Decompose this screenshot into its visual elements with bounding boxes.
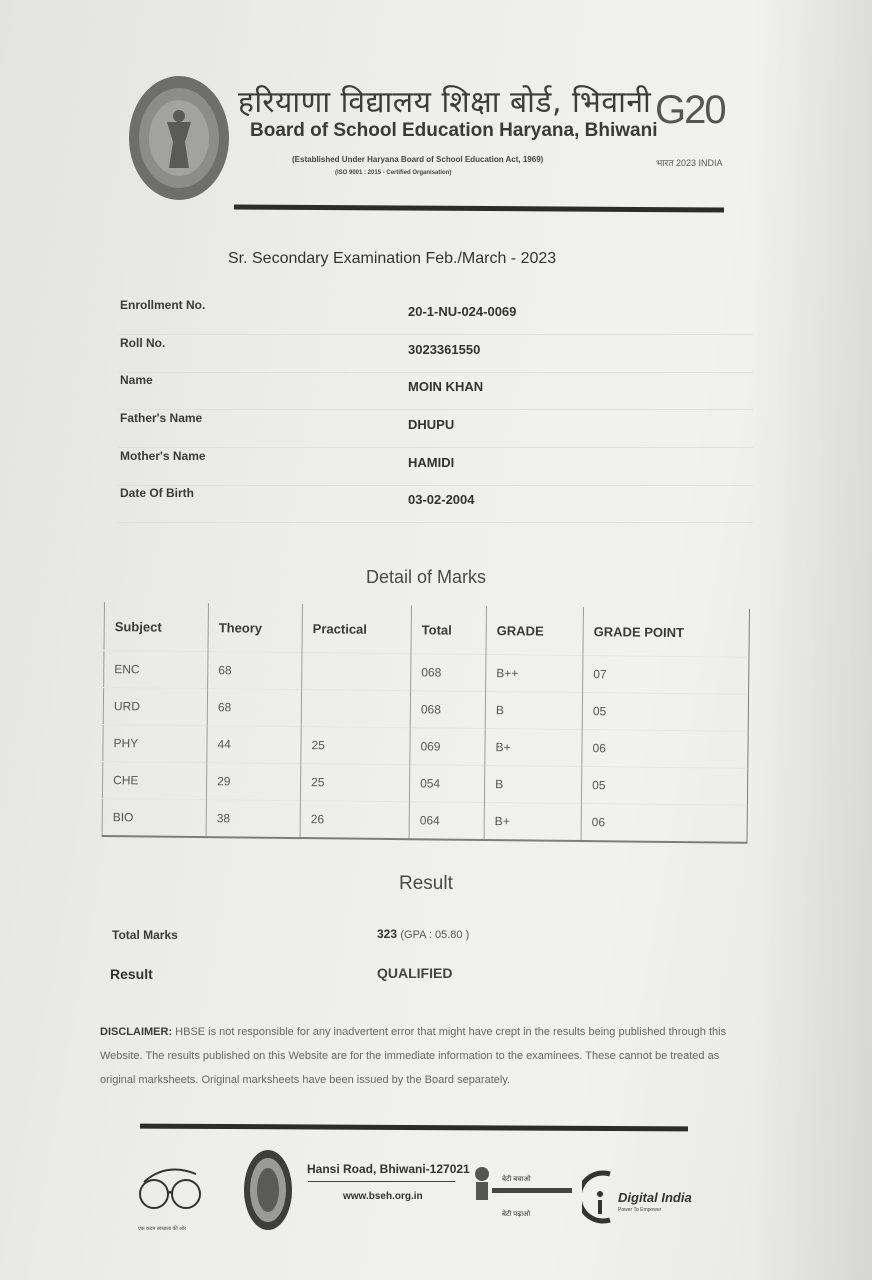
cell-total: 069 bbox=[410, 728, 485, 766]
total-marks-label: Total Marks bbox=[112, 928, 178, 942]
info-value: HAMIDI bbox=[408, 455, 455, 470]
cell-practical bbox=[302, 653, 411, 691]
g20-subtitle: भारत 2023 INDIA bbox=[656, 158, 723, 168]
beti-line1: बेटी बचाओ bbox=[502, 1176, 531, 1183]
cell-theory: 38 bbox=[206, 800, 300, 838]
cell-grade-point: 05 bbox=[581, 767, 747, 806]
board-title-english: Board of School Education Haryana, Bhiwani bbox=[250, 120, 658, 141]
result-label: Result bbox=[110, 966, 153, 982]
cell-total: 068 bbox=[410, 691, 485, 729]
cell-theory: 29 bbox=[206, 763, 300, 801]
col-header: GRADE POINT bbox=[583, 607, 749, 657]
footer-website: www.bseh.org.in bbox=[343, 1191, 423, 1202]
marks-title: Detail of Marks bbox=[366, 567, 487, 587]
info-label: Father's Name bbox=[120, 411, 203, 425]
footer-address: Hansi Road, Bhiwani-127021 bbox=[307, 1162, 470, 1176]
info-row-father bbox=[118, 411, 753, 448]
table-row bbox=[102, 798, 747, 842]
info-row-dob bbox=[118, 486, 753, 523]
info-label: Name bbox=[120, 373, 153, 387]
cell-practical bbox=[301, 690, 410, 728]
address-underline bbox=[308, 1181, 455, 1182]
cell-grade-point: 05 bbox=[582, 693, 748, 732]
total-marks-value bbox=[377, 927, 469, 941]
info-row-roll bbox=[118, 336, 753, 373]
swachh-bharat-icon bbox=[136, 1160, 206, 1224]
beti-line2: बेटी पढ़ाओ bbox=[502, 1211, 531, 1218]
info-label: Enrollment No. bbox=[120, 298, 206, 312]
disclaimer bbox=[100, 1020, 745, 1092]
info-label: Roll No. bbox=[120, 336, 166, 350]
cell-practical: 25 bbox=[301, 727, 410, 765]
cell-practical: 25 bbox=[300, 764, 409, 802]
cell-theory: 68 bbox=[207, 689, 301, 727]
swachh-caption: एक कदम स्वच्छता की ओर bbox=[138, 1226, 187, 1232]
cell-grade-point: 07 bbox=[583, 656, 749, 695]
col-header: Total bbox=[411, 605, 487, 654]
exam-title: Sr. Secondary Examination Feb./March - 2023 bbox=[228, 250, 557, 267]
info-value: 03-02-2004 bbox=[408, 492, 475, 507]
info-value: 20-1-NU-024-0069 bbox=[408, 304, 517, 319]
cell-subject: PHY bbox=[103, 724, 207, 762]
info-label: Date Of Birth bbox=[120, 486, 195, 500]
board-seal-small-icon bbox=[242, 1147, 294, 1233]
cell-grade: B++ bbox=[486, 655, 583, 693]
cell-practical: 26 bbox=[300, 801, 409, 840]
cell-grade: B bbox=[485, 692, 582, 730]
beti-bachao-icon bbox=[470, 1160, 580, 1235]
cell-grade: B+ bbox=[484, 802, 581, 841]
board-title-hindi: हरियाणा विद्यालय शिक्षा बोर्ड, भिवानी bbox=[238, 85, 652, 120]
info-label: Mother's Name bbox=[120, 449, 206, 463]
established-note: (Established Under Haryana Board of School Education Act, 1969) bbox=[292, 155, 544, 164]
marks-table bbox=[102, 602, 750, 844]
cell-total: 068 bbox=[411, 654, 486, 692]
cell-theory: 44 bbox=[207, 726, 301, 764]
iso-note: (ISO 9001 : 2015 - Certified Organisation) bbox=[335, 170, 452, 176]
cell-subject: CHE bbox=[102, 761, 206, 799]
disclaimer-label: DISCLAIMER: bbox=[100, 1026, 173, 1038]
col-header: GRADE bbox=[486, 606, 584, 656]
cell-total: 064 bbox=[409, 802, 484, 840]
info-row-name bbox=[118, 373, 753, 410]
info-value: MOIN KHAN bbox=[408, 379, 484, 394]
digital-india-icon bbox=[582, 1168, 618, 1226]
info-row-mother bbox=[118, 449, 753, 486]
info-value: 3023361550 bbox=[408, 342, 481, 357]
col-header: Subject bbox=[104, 602, 209, 652]
cell-grade-point: 06 bbox=[582, 730, 748, 769]
page-shadow bbox=[752, 0, 872, 1280]
cell-grade: B+ bbox=[485, 728, 582, 766]
digital-india-subtitle: Power To Empower bbox=[618, 1207, 662, 1213]
cell-total: 054 bbox=[409, 765, 484, 803]
disclaimer-text: HBSE is not responsible for any inadvertent error that might have crept in the results being published through this Website. The results published on this Website are for the immediate information to the examinees. These cannot be treated as original marksheets. Original marksheets have been issued by the Board separately. bbox=[100, 1026, 727, 1086]
g20-logo: G20 bbox=[655, 88, 725, 132]
result-value: QUALIFIED bbox=[377, 965, 453, 981]
col-header: Theory bbox=[208, 603, 303, 652]
header-divider bbox=[234, 205, 724, 213]
cell-subject: URD bbox=[103, 688, 207, 726]
cell-subject: BIO bbox=[102, 798, 206, 837]
gpa-value: (GPA : 05.80 ) bbox=[400, 929, 470, 941]
info-value: DHUPU bbox=[408, 417, 455, 432]
cell-grade-point: 06 bbox=[581, 804, 747, 843]
board-seal-logo bbox=[127, 72, 231, 202]
result-title: Result bbox=[399, 873, 453, 894]
cell-theory: 68 bbox=[208, 652, 302, 690]
cell-subject: ENC bbox=[104, 651, 208, 689]
marks-header-row bbox=[104, 602, 749, 657]
info-row-enrollment bbox=[118, 298, 753, 335]
cell-grade: B bbox=[484, 765, 581, 803]
total-marks-number: 323 bbox=[377, 927, 398, 941]
footer-divider bbox=[140, 1124, 688, 1132]
col-header: Practical bbox=[302, 604, 412, 654]
digital-india-text: Digital India bbox=[618, 1190, 692, 1205]
